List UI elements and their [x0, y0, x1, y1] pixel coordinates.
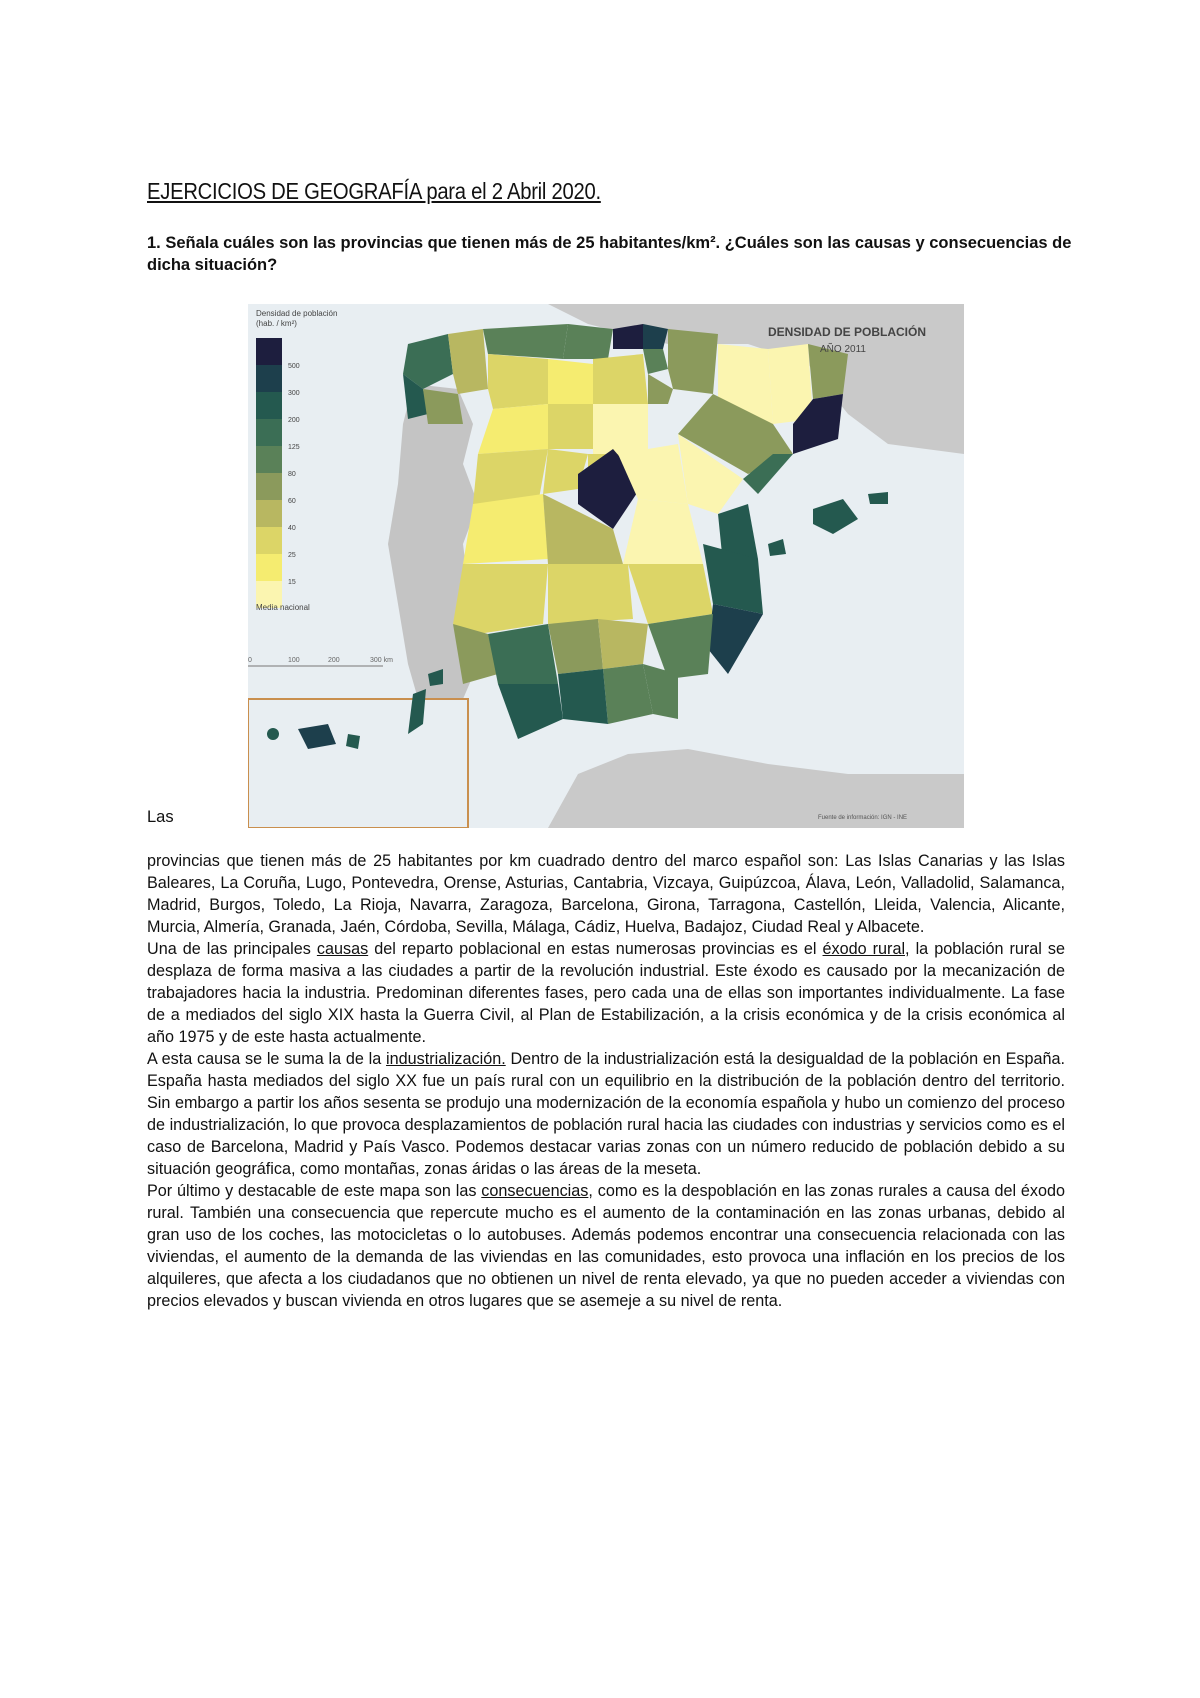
- scale-label-200: 200: [328, 657, 340, 664]
- document-title: EJERCICIOS DE GEOGRAFÍA para el 2 Abril 2020.: [147, 178, 601, 204]
- province-leon: [488, 354, 548, 409]
- province-jaen: [598, 619, 648, 669]
- province-caceres: [463, 494, 548, 564]
- scale-label-300: 300 km: [370, 657, 393, 664]
- legend-title: Densidad de población: [256, 309, 338, 318]
- legend-value-label: 15: [288, 579, 296, 586]
- province-navarra: [668, 329, 718, 394]
- province-ciudad-real: [548, 564, 633, 624]
- legend-swatch: [256, 446, 282, 473]
- legend-value-label: 40: [288, 525, 296, 532]
- map-source: Fuente de información: IGN - INE: [818, 815, 908, 821]
- legend-value-label: 300: [288, 390, 300, 397]
- legend-media-nacional: Media nacional: [256, 603, 310, 612]
- population-density-map: [248, 304, 964, 828]
- legend-value-label: 125: [288, 444, 300, 451]
- island-la-palma: [267, 728, 279, 740]
- legend-value-label: 25: [288, 552, 296, 559]
- p3-text-b: Dentro de la industrialización está la desigualdad de la población en España. España hasta mediados del siglo XX fue un país rural con un equilibrio en la distribución de la población dentro del territorio. Sin embargo a partir los años sesenta se produjo una modernización de la economía española y hubo un comienzo del proceso de industrialización, lo que provoca desplazamientos de población rural hacia las ciudades con industrias y servicios como es el caso de Barcelona, Madrid y País Vasco. Podemos destacar varias zonas con un número reducido de población debido a su situación geográfica, como montañas, zonas áridas o las áreas de la meseta.: [147, 1050, 1065, 1178]
- map-svg: [248, 304, 964, 828]
- p4-text-b: , como es la despoblación en las zonas rurales a causa del éxodo rural. También una consecuencia que repercute mucho es el aumento de la contaminación en las zonas urbanas, debido al gran uso de los coches, las motocicletas o lo autobuses. Además podemos encontrar una consecuencia relacionada con las viviendas, el aumento de la demanda de las viviendas en las comunidades, esto provoca una inflación en los precios de los alquileres, que afecta a los ciudadanos que no obtienen un nivel de renta elevado, ya que no pueden acceder a viviendas con precios elevados y buscan vivienda en otros lugares que se asemeje a su nivel de renta.: [147, 1182, 1065, 1310]
- island-menorca: [868, 492, 888, 504]
- province-orense: [423, 389, 463, 424]
- legend-units: (hab. / km²): [256, 319, 297, 328]
- province-malaga: [558, 669, 608, 724]
- map-subtitle: AÑO 2011: [820, 344, 866, 355]
- province-valladolid: [548, 404, 593, 449]
- scale-label-100: 100: [288, 657, 300, 664]
- legend-swatch: [256, 554, 282, 581]
- legend-swatch: [256, 500, 282, 527]
- legend-swatch: [256, 365, 282, 392]
- province-asturias: [483, 324, 568, 359]
- p3-text-a: A esta causa se le suma la de la: [147, 1050, 387, 1068]
- legend-value-label: 80: [288, 471, 296, 478]
- answer-body: [147, 850, 1065, 1312]
- p2-underlined-causas: causas: [316, 940, 369, 958]
- p4-text-a: Por último y destacable de este mapa son las: [147, 1182, 482, 1200]
- legend-swatch: [256, 419, 282, 446]
- legend-swatch: [256, 473, 282, 500]
- legend-value-label: 500: [288, 363, 300, 370]
- canary-inset-frame: [248, 699, 468, 828]
- province-soria: [593, 404, 648, 454]
- legend-swatch: [256, 527, 282, 554]
- map-title: DENSIDAD DE POBLACIÓN: [768, 325, 927, 339]
- scale-label-0: 0: [248, 657, 252, 664]
- legend-value-label: 60: [288, 498, 296, 505]
- p4-underlined-consecuencias: consecuencias: [481, 1182, 589, 1200]
- legend-value-label: 200: [288, 417, 300, 424]
- answer-lead: Las: [147, 808, 174, 826]
- p2-underlined-exodo: éxodo rural,: [822, 940, 910, 958]
- paragraph-industrialization: [147, 1048, 1065, 1180]
- province-palencia: [548, 359, 593, 404]
- province-sevilla: [488, 624, 558, 684]
- paragraph-causes: [147, 938, 1065, 1048]
- paragraph-consequences: [147, 1180, 1065, 1312]
- province-badajoz: [453, 564, 548, 634]
- p2-text-b: del reparto poblacional en estas numerosas provincias es el: [368, 940, 823, 958]
- legend-swatch: [256, 338, 282, 365]
- province-burgos: [593, 354, 648, 404]
- p2-text-c: la población rural se desplaza de forma masiva a las ciudades a partir de la revolución industrial. Este éxodo es causado por la mecanización de trabajadores hacia la industria. Predominan diferentes fases, pero cada una de ellas son importantes individualmente. La fase de a mediados del siglo XIX hasta la Guerra Civil, al Plan de Estabilización, a la crisis económica y de la crisis económica al año 1975 y de este hasta actualmente.: [147, 940, 1066, 1046]
- p3-underlined-industrializacion: industrialización.: [386, 1050, 506, 1068]
- question-text: 1. Señala cuáles son las provincias que tienen más de 25 habitantes/km². ¿Cuáles son las causas y consecuencias de dicha situación?: [147, 234, 1072, 274]
- paragraph-provinces: provincias que tienen más de 25 habitantes por km cuadrado dentro del marco español son: Las Islas Canarias y las Islas Baleares, La Coruña, Lugo, Pontevedra, Orense, Asturias, Cantabria, Vizcaya, Guipúzcoa, Álava, León, Valladolid, Salamanca, Madrid, Burgos, Toledo, La Rioja, Navarra, Zaragoza, Barcelona, Girona, Tarragona, Castellón, Lleida, Valencia, Alicante, Murcia, Almería, Granada, Jaén, Córdoba, Sevilla, Málaga, Cádiz, Huelva, Badajoz, Ciudad Real y Albacete.: [147, 852, 1065, 936]
- p2-text-a: Una de las principales: [147, 940, 317, 958]
- legend-swatch: [256, 392, 282, 419]
- province-cantabria: [563, 324, 613, 359]
